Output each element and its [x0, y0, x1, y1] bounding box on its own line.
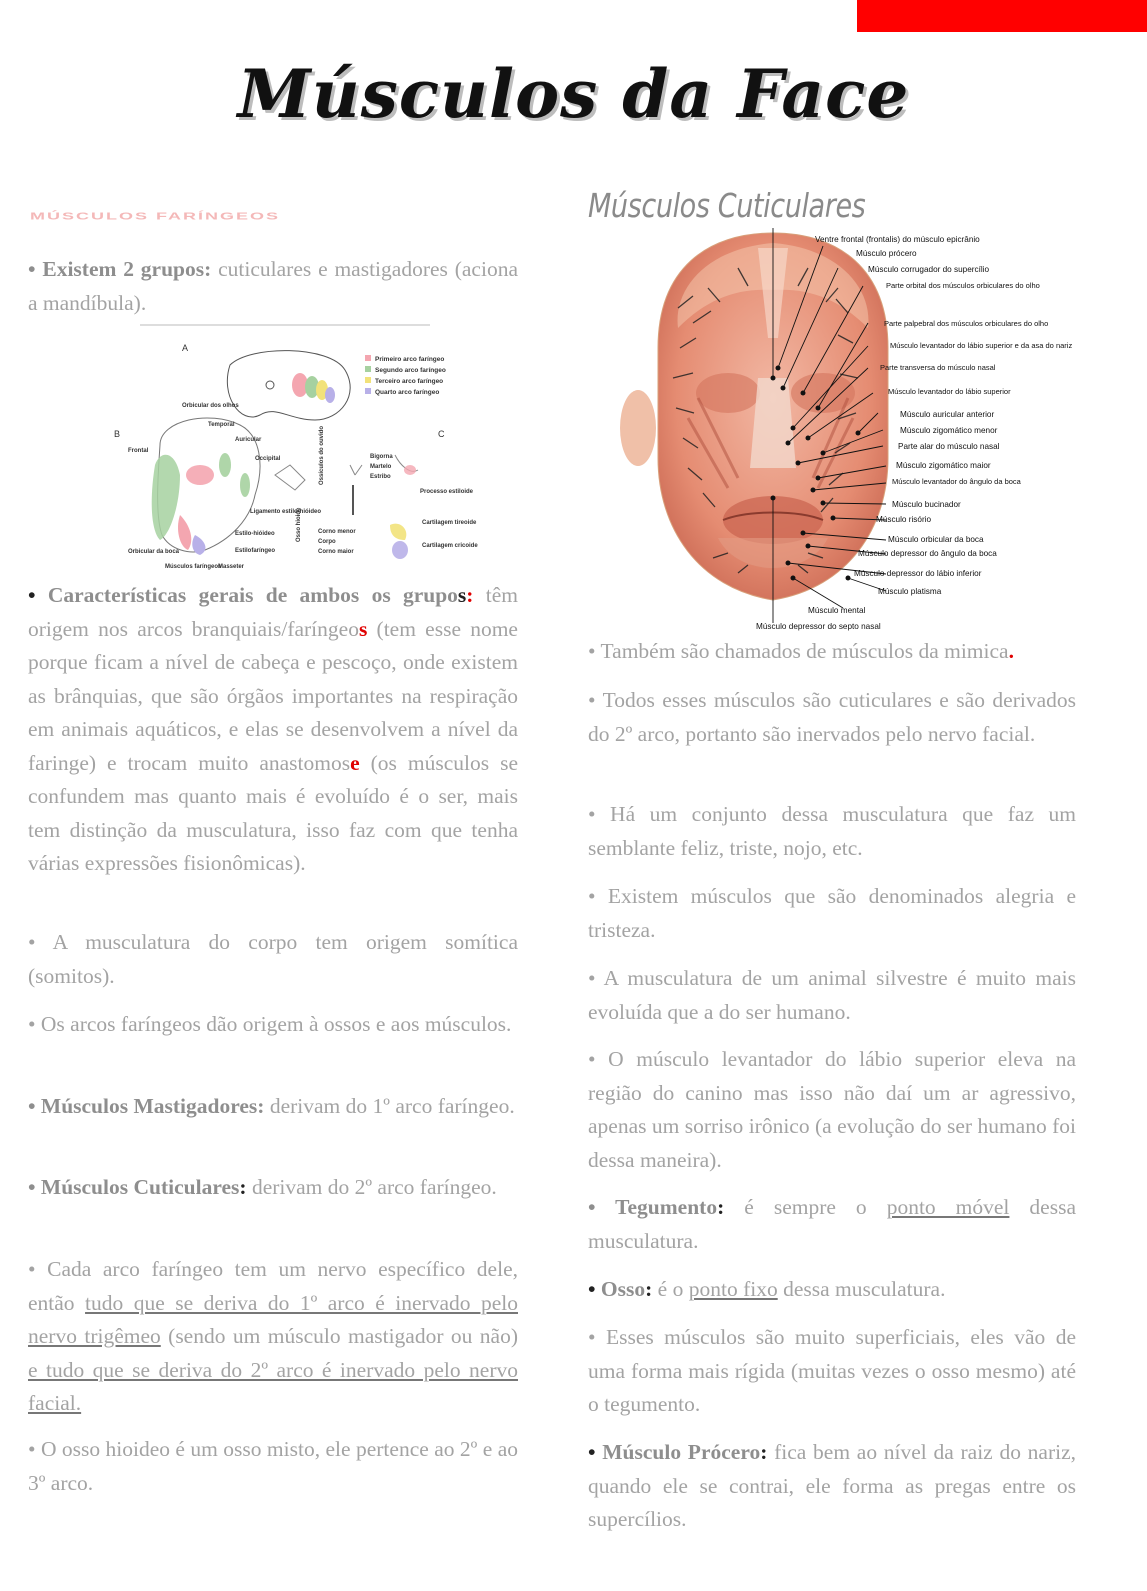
arch-color-blobs — [292, 373, 335, 403]
svg-text:Parte palpebral dos músculos o: Parte palpebral dos músculos orbiculares do olho — [884, 319, 1049, 328]
svg-text:Temporal: Temporal — [208, 422, 235, 428]
paragraph-somitic-origin: • A musculatura do corpo tem origem somítica (somitos). — [28, 930, 518, 988]
paragraph-mimicry: • Também são chamados de músculos da mimica. — [588, 639, 1014, 663]
svg-text:Músculo bucinador: Músculo bucinador — [892, 500, 961, 509]
pharyngeal-arch-figure — [100, 325, 478, 580]
svg-text:Estribo: Estribo — [370, 474, 391, 480]
face-illustration — [620, 233, 888, 600]
svg-text:Músculo levantador do lábio su: Músculo levantador do lábio superior — [888, 387, 1011, 396]
svg-text:Músculo depressor do ângulo da: Músculo depressor do ângulo da boca — [858, 549, 997, 558]
svg-text:Masseter: Masseter — [218, 564, 245, 570]
svg-text:Ossículos do ouvido: Ossículos do ouvido — [319, 425, 325, 485]
paragraph-superficial: • Esses músculos são muito superficiais, eles vão de uma forma mais rígida (muitas vezes o osso mesmo) até o tegumento. — [588, 1325, 1076, 1416]
svg-text:Orbicular dos olhos: Orbicular dos olhos — [182, 403, 239, 409]
svg-text:Terceiro arco faríngeo: Terceiro arco faríngeo — [375, 378, 444, 385]
paragraph-wild-animal: • A musculatura de um animal silvestre é muito mais evoluída que a do ser humano. — [588, 966, 1076, 1024]
svg-text:Cartilagem tireoide: Cartilagem tireoide — [422, 520, 477, 526]
paragraph-joy-sadness: • Existem músculos que são denominados alegria e tristeza. — [588, 884, 1076, 942]
paragraph-masticatory-muscles: • Músculos Mastigadores: derivam do 1º arco faríngeo. — [28, 1094, 515, 1118]
svg-text:Músculo mental: Músculo mental — [808, 606, 866, 615]
svg-text:Parte orbital dos músculos orb: Parte orbital dos músculos orbiculares do olho — [886, 281, 1040, 290]
svg-text:Músculo levantador do lábio su: Músculo levantador do lábio superior e da asa do nariz — [890, 341, 1073, 350]
paragraph-arch-nerves: • Cada arco faríngeo tem um nervo específico dele, então tudo que se deriva do 1º arco é inervado pelo nervo trigêmeo (sendo um músculo mastigador ou não) e tudo que se deriva do 2º arco é inervado pelo nervo facial. — [28, 1257, 518, 1415]
svg-text:Martelo: Martelo — [370, 464, 392, 470]
left-section-heading: MÚSCULOS FARÍNGEOS — [30, 210, 281, 222]
svg-text:Primeiro arco faríngeo: Primeiro arco faríngeo — [375, 356, 445, 363]
arch-figure-labels — [128, 403, 478, 570]
svg-text:Estilo-hióideo: Estilo-hióideo — [235, 531, 275, 537]
svg-text:Músculo orbicular da boca: Músculo orbicular da boca — [888, 535, 984, 544]
svg-text:Músculo risório: Músculo risório — [876, 515, 932, 524]
paragraph-levator-lip: • O músculo levantador do lábio superior eleva na região do canino mas isso não daí um ar agressivo, apenas um sorriso irônico (a evolução do ser humano foi dessa maneira). — [588, 1047, 1076, 1172]
svg-text:Frontal: Frontal — [128, 448, 149, 454]
svg-text:Processo estiloide: Processo estiloide — [420, 489, 474, 495]
paragraph-expressions: • Há um conjunto dessa musculatura que faz um semblante feliz, triste, nojo, etc. — [588, 802, 1076, 860]
figure-label-a: A — [182, 343, 189, 353]
svg-text:Estilofaríngeo: Estilofaríngeo — [235, 548, 276, 554]
svg-text:Corpo: Corpo — [318, 539, 336, 545]
figure-label-b: B — [114, 429, 121, 439]
arch-legend — [365, 355, 446, 396]
svg-text:Corno maior: Corno maior — [318, 549, 354, 555]
paragraph-pharyngeal-arches: • Os arcos faríngeos dão origem à ossos e aos músculos. — [28, 1012, 512, 1036]
svg-text:Músculo depressor do lábio inf: Músculo depressor do lábio inferior — [854, 569, 982, 578]
svg-text:Orbicular da boca: Orbicular da boca — [128, 549, 180, 555]
right-section-heading: Músculos Cuticulares — [588, 186, 866, 225]
svg-text:Músculo depressor do septo nas: Músculo depressor do septo nasal — [756, 622, 881, 631]
svg-text:Músculo prócero: Músculo prócero — [856, 249, 917, 258]
figure-label-c: C — [438, 429, 445, 439]
svg-text:Auricular: Auricular — [235, 437, 262, 443]
svg-text:Músculo zigomático menor: Músculo zigomático menor — [900, 426, 998, 435]
svg-text:Músculo zigomático maior: Músculo zigomático maior — [896, 461, 991, 470]
paragraph-bone: • Osso: é o ponto fixo dessa musculatura. — [588, 1277, 946, 1301]
svg-text:Parte alar do músculo nasal: Parte alar do músculo nasal — [898, 442, 1000, 451]
svg-text:Occipital: Occipital — [255, 456, 281, 462]
svg-text:Parte transversa do músculo na: Parte transversa do músculo nasal — [880, 363, 996, 372]
svg-text:Bigorna: Bigorna — [370, 454, 393, 460]
svg-text:Músculo auricular anterior: Músculo auricular anterior — [900, 410, 995, 419]
svg-text:Músculos faríngeos: Músculos faríngeos — [165, 564, 222, 570]
page-title: Músculos da Face — [237, 55, 910, 133]
svg-text:Quarto arco faríngeo: Quarto arco faríngeo — [375, 389, 440, 396]
svg-text:Segundo arco faríngeo: Segundo arco faríngeo — [375, 367, 446, 374]
paragraph-procerus: • Músculo Prócero: fica bem ao nível da raiz do nariz, quando ele se contrai, ele forma as pregas entre os supercílios. — [588, 1440, 1077, 1531]
svg-text:Corno menor: Corno menor — [318, 529, 356, 535]
paragraph-facial-nerve: • Todos esses músculos são cuticulares e são derivados do 2º arco, portanto são inervados pelo nervo facial. — [588, 688, 1076, 746]
svg-text:Músculo platisma: Músculo platisma — [878, 587, 942, 596]
svg-text:Cartilagem cricoide: Cartilagem cricoide — [422, 543, 478, 549]
paragraph-general-characteristics: • Características gerais de ambos os grupos: têm origem nos arcos branquiais/faríngeos (tem esse nome porque ficam a nível de cabeça e pescoço, onde existem as brânquias, que são órgãos importantes na respiração em animais aquáticos, e elas se desenvolvem a nível da faringe) e trocam muito anastomose (os músculos se confundem mas quanto mais é evoluído é o ser, mais tem distinção da musculatura, isso faz com que tenha várias expressões fisionômicas). — [28, 583, 518, 875]
paragraph-cuticular-muscles: • Músculos Cuticulares: derivam do 2º arco faríngeo. — [28, 1175, 497, 1199]
svg-text:Ligamento estilo-hióideo: Ligamento estilo-hióideo — [250, 509, 322, 515]
top-red-bar — [857, 0, 1147, 32]
facial-muscles-figure — [618, 228, 1073, 633]
svg-text:Músculo corrugador do supercíl: Músculo corrugador do supercílio — [868, 265, 990, 274]
svg-text:Músculo levantador do ângulo d: Músculo levantador do ângulo da boca — [892, 477, 1021, 486]
paragraph-two-groups: • Existem 2 grupos: cuticulares e mastigadores (aciona a mandíbula). — [28, 257, 518, 315]
paragraph-tegument: • Tegumento: é sempre o ponto móvel dessa musculatura. — [588, 1195, 1077, 1253]
svg-text:Ventre frontal (frontalis) do: Ventre frontal (frontalis) do músculo epicrânio — [815, 235, 980, 244]
svg-text:Osso hioide: Osso hioide — [296, 507, 302, 542]
paragraph-hyoid-bone: • O osso hioideo é um osso misto, ele pertence ao 2º e ao 3º arco. — [28, 1437, 518, 1495]
